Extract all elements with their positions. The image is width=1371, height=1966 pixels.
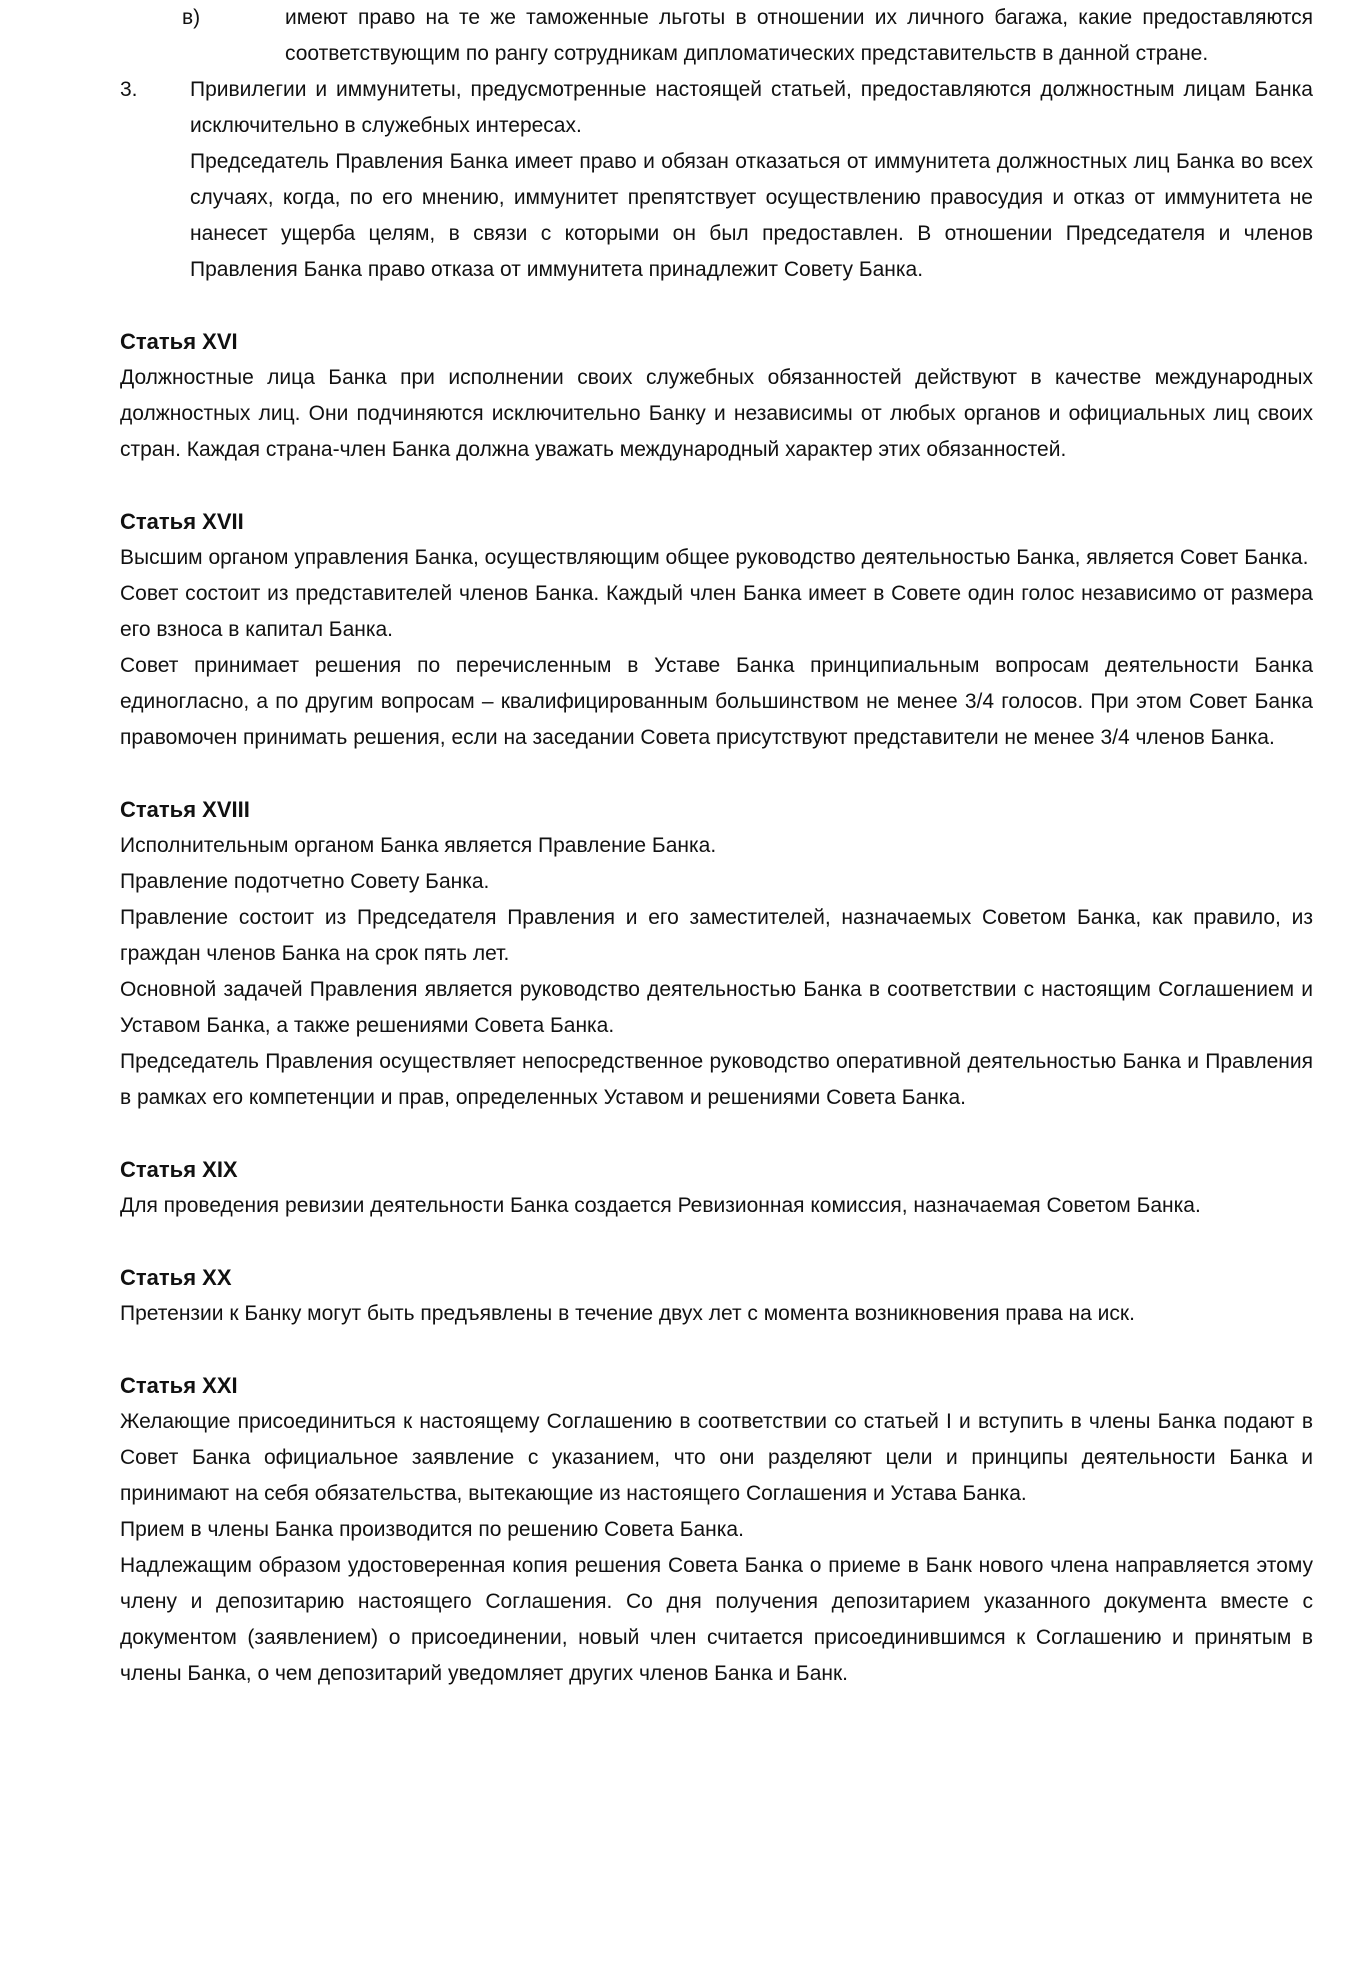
article-xix <box>120 1152 1313 1224</box>
document-page <box>120 0 1313 1692</box>
article-title: Статья XVI <box>120 329 238 354</box>
paragraph: имеют право на те же таможенные льготы в отношении их личного багажа, какие предоставляются соответствующим по рангу сотрудникам дипломатических представительств в данной стране. <box>285 6 1313 65</box>
paragraph: Правление состоит из Председателя Правления и его заместителей, назначаемых Советом Банка, как правило, из граждан членов Банка на срок пять лет. <box>120 906 1313 965</box>
paragraph: Председатель Правления Банка имеет право и обязан отказаться от иммунитета должностных лиц Банка во всех случаях, когда, по его мнению, иммунитет препятствует осуществлению правосудия и отказ от иммунитета не нанесет ущерба целям, в связи с которыми он был предоставлен. В отношении Председателя и членов Правления Банка право отказа от иммунитета принадлежит Совету Банка. <box>190 150 1313 281</box>
paragraph: Совет принимает решения по перечисленным в Уставе Банка принципиальным вопросам деятельности Банка единогласно, а по другим вопросам – квалифицированным большинством не менее 3/4 голосов. При этом Совет Банка правомочен принимать решения, если на заседании Совета присутствуют представители не менее 3/4 членов Банка. <box>120 654 1313 749</box>
article-title: Статья XVIII <box>120 797 250 822</box>
article-title: Статья XXI <box>120 1373 238 1398</box>
paragraph: Привилегии и иммунитеты, предусмотренные настоящей статьей, предоставляются должностным лицам Банка исключительно в служебных интересах. <box>190 78 1313 137</box>
paragraph: Желающие присоединиться к настоящему Соглашению в соответствии со статьей I и вступить в члены Банка подают в Совет Банка официальное заявление с указанием, что они разделяют цели и принципы деятельности Банка и принимают на себя обязательства, вытекающие из настоящего Соглашения и Устава Банка. <box>120 1410 1313 1505</box>
list-marker: 3. <box>120 78 138 101</box>
paragraph: Основной задачей Правления является руководство деятельностью Банка в соответствии с настоящим Соглашением и Уставом Банка, а также решениями Совета Банка. <box>120 978 1313 1037</box>
article-xx <box>120 1260 1313 1332</box>
paragraph: Председатель Правления осуществляет непосредственное руководство оперативной деятельностью Банка и Правления в рамках его компетенции и прав, определенных Уставом и решениями Совета Банка. <box>120 1050 1313 1109</box>
article-title: Статья XVII <box>120 509 244 534</box>
paragraph: Для проведения ревизии деятельности Банка создается Ревизионная комиссия, назначаемая Советом Банка. <box>120 1194 1201 1217</box>
paragraph: Исполнительным органом Банка является Правление Банка. <box>120 834 717 857</box>
article-xvi <box>120 324 1313 468</box>
article-title: Статья XX <box>120 1265 232 1290</box>
paragraph: Претензии к Банку могут быть предъявлены в течение двух лет с момента возникновения права на иск. <box>120 1302 1135 1325</box>
list-item-text <box>190 72 1313 288</box>
paragraph: Надлежащим образом удостоверенная копия решения Совета Банка о приеме в Банк нового члена направляется этому члену и депозитарию настоящего Соглашения. Со дня получения депозитарием указанного документа вместе с документом (заявлением) о присоединении, новый член считается присоединившимся к Соглашению и принятым в члены Банка, о чем депозитарий уведомляет других членов Банка и Банк. <box>120 1554 1313 1685</box>
article-xvii <box>120 504 1313 756</box>
list-item-3 <box>120 72 1313 288</box>
list-marker: в) <box>182 6 201 29</box>
list-item-text <box>285 0 1313 72</box>
article-title: Статья XIX <box>120 1157 238 1182</box>
article-xxi <box>120 1368 1313 1692</box>
article-xviii <box>120 792 1313 1116</box>
paragraph: Должностные лица Банка при исполнении своих служебных обязанностей действуют в качестве международных должностных лиц. Они подчиняются исключительно Банку и независимы от любых органов и официальных лиц своих стран. Каждая страна-член Банка должна уважать международный характер этих обязанностей. <box>120 366 1313 461</box>
paragraph: Совет состоит из представителей членов Банка. Каждый член Банка имеет в Совете один голос независимо от размера его взноса в капитал Банка. <box>120 582 1313 641</box>
paragraph: Высшим органом управления Банка, осуществляющим общее руководство деятельностью Банка, является Совет Банка. <box>120 546 1309 569</box>
paragraph: Прием в члены Банка производится по решению Совета Банка. <box>120 1518 744 1541</box>
list-item-b <box>120 0 1313 72</box>
paragraph: Правление подотчетно Совету Банка. <box>120 870 490 893</box>
